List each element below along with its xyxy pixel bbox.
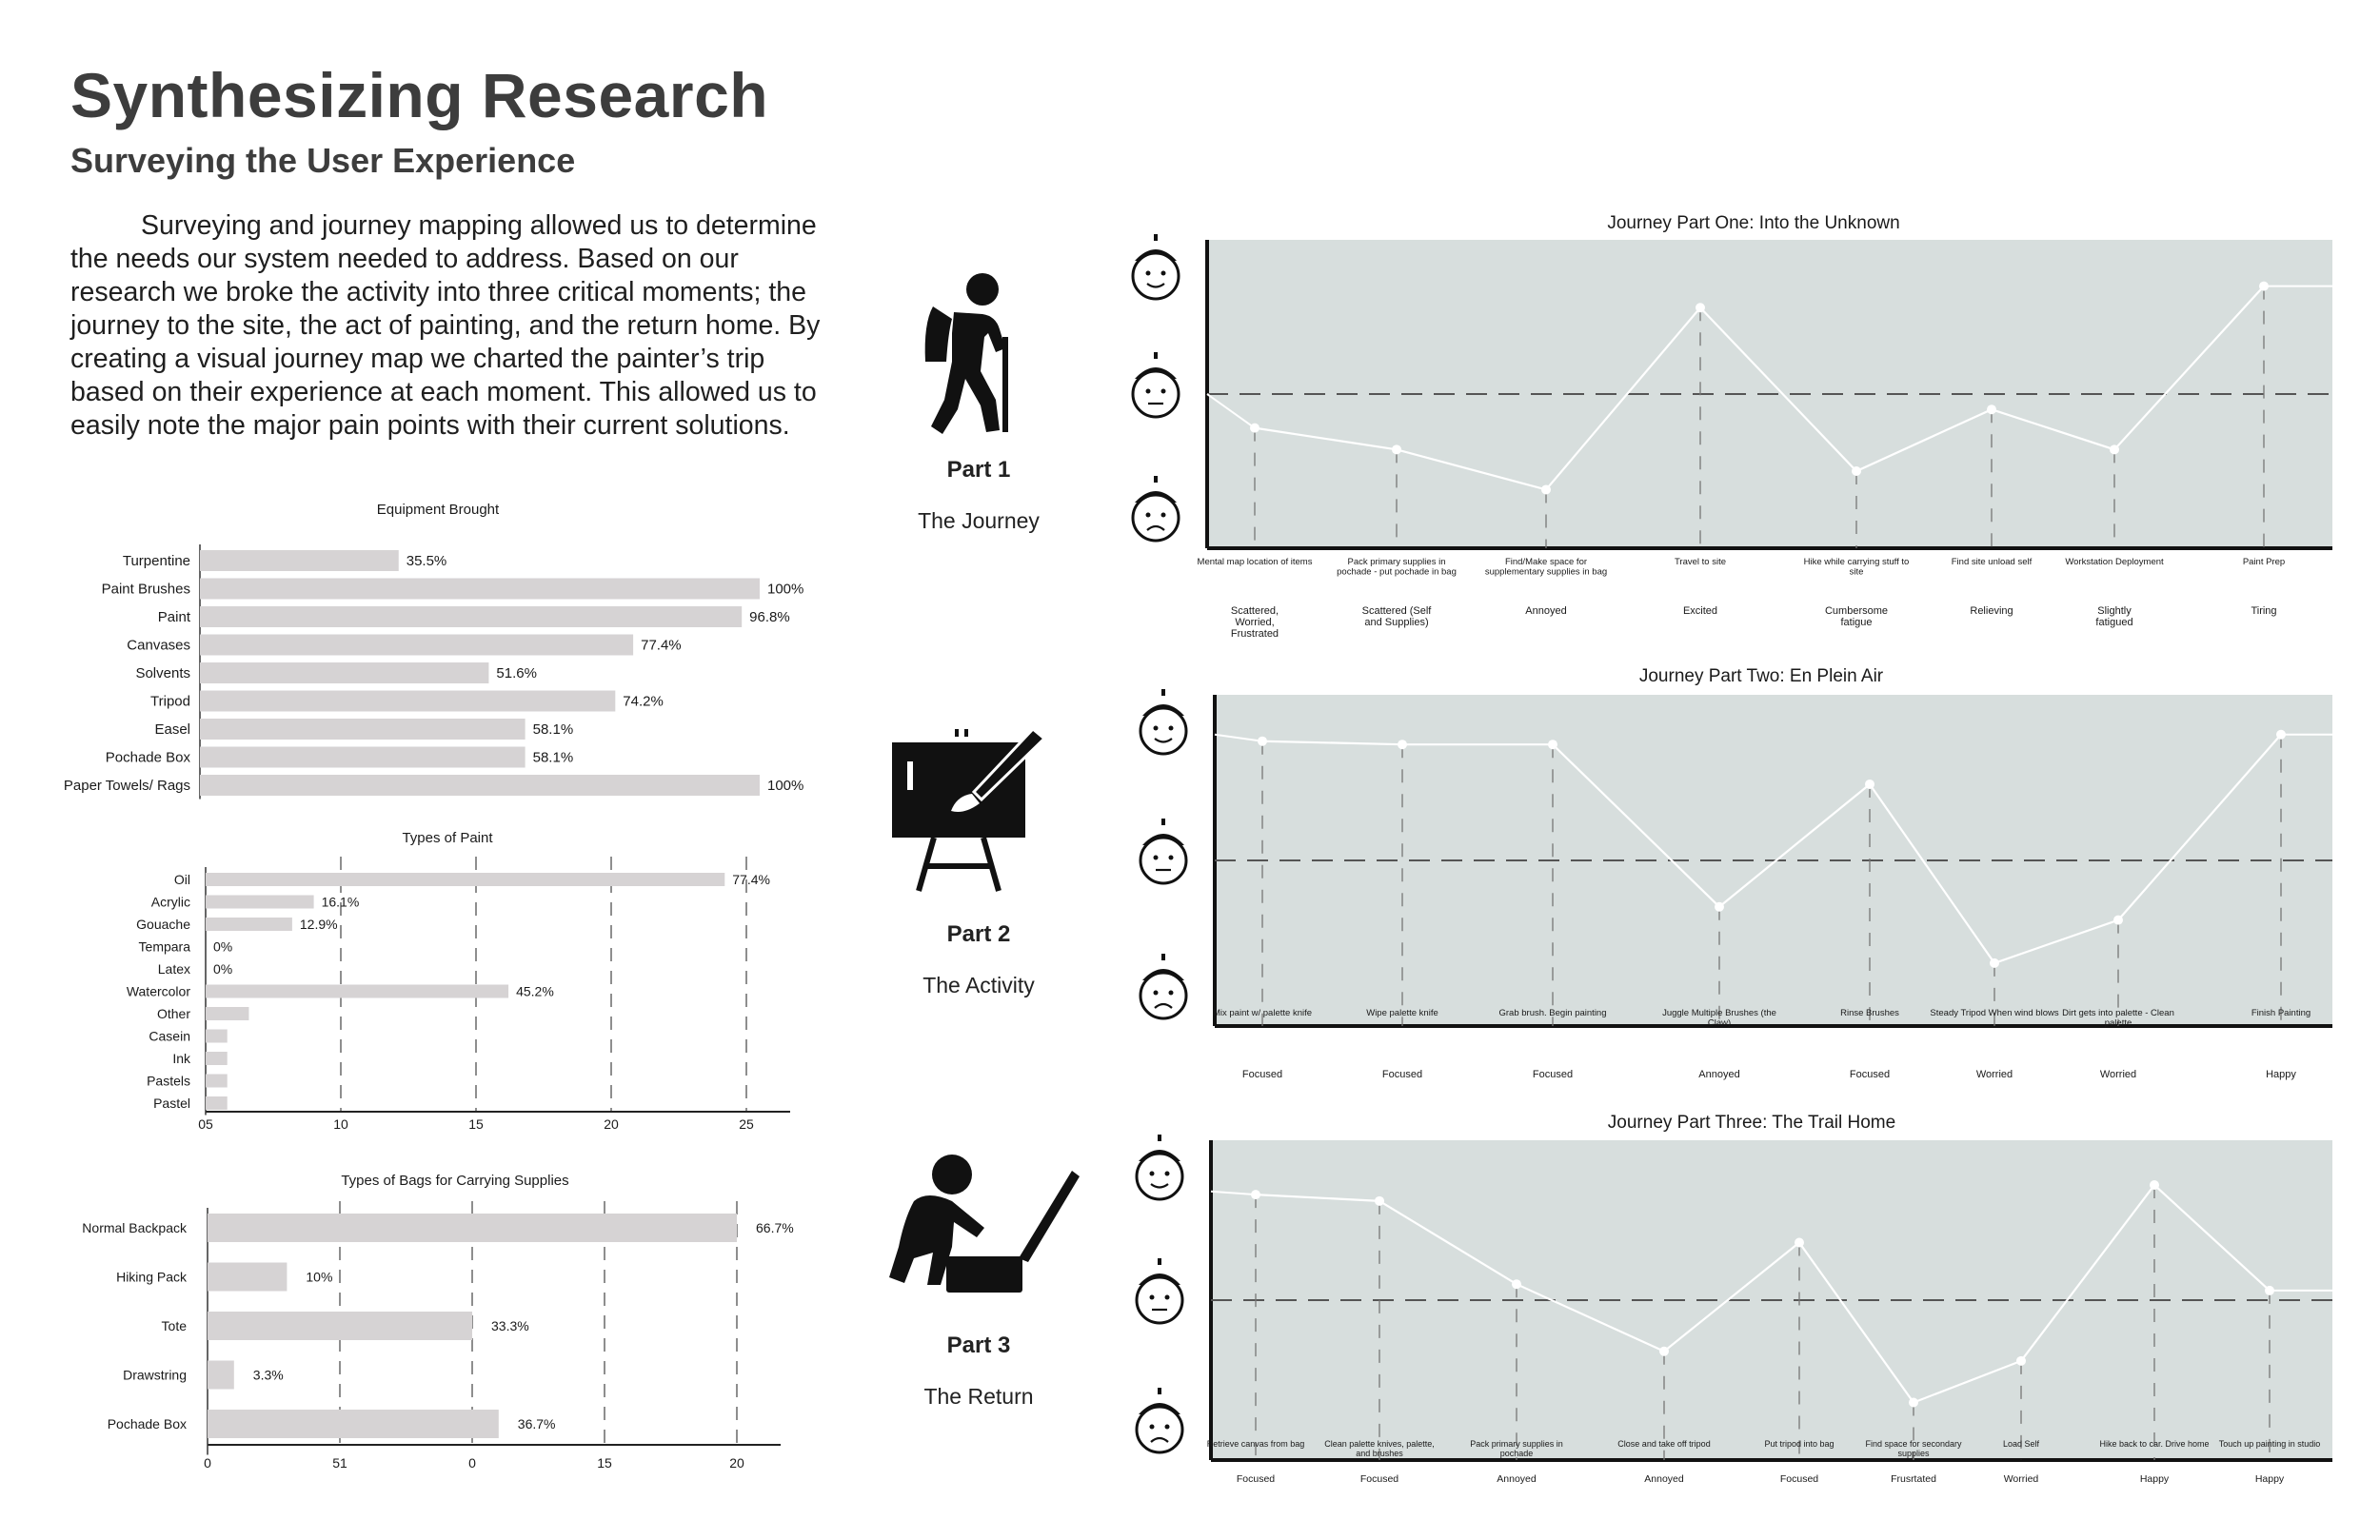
- chart-title: Journey Part Two: En Plein Air: [1638, 666, 1884, 686]
- eye: [1146, 389, 1151, 394]
- beret-stem: [1161, 689, 1165, 696]
- category-label: Solvents: [135, 665, 190, 681]
- feeling-label: Focused: [1359, 1473, 1399, 1485]
- feeling-label: Slightly: [2097, 605, 2132, 617]
- step-label: pochade: [1499, 1449, 1534, 1458]
- beret-stem: [1161, 819, 1165, 825]
- journey-part-two-chart: [1140, 666, 2332, 1080]
- face-outline: [1137, 1154, 1182, 1199]
- step-label: Rinse Brushes: [1840, 1008, 1899, 1018]
- journey-point: [2276, 730, 2286, 740]
- journey-point: [2150, 1180, 2159, 1190]
- step-label: Steady Tripod When wind blows: [1930, 1008, 2059, 1018]
- part-name: The Journey: [918, 508, 1040, 533]
- value-label: 96.8%: [749, 609, 790, 625]
- journey-point: [1715, 902, 1724, 912]
- category-label: Canvases: [127, 637, 190, 654]
- value-label: 33.3%: [491, 1318, 529, 1333]
- feeling-label: Worried: [1975, 1069, 2013, 1080]
- chart-title: Equipment Brought: [376, 502, 500, 518]
- step-label: Put tripod into bag: [1764, 1439, 1835, 1449]
- eye: [1150, 1425, 1155, 1430]
- chart-title: Types of Paint: [402, 830, 493, 846]
- journey-point: [1548, 740, 1557, 749]
- neutral-face-icon: [1140, 819, 1186, 883]
- journey-point: [1258, 737, 1267, 746]
- value-label: 100%: [767, 778, 804, 794]
- step-label: Touch up painting in studio: [2218, 1439, 2321, 1449]
- eye: [1146, 271, 1151, 276]
- journey-point: [2110, 444, 2119, 454]
- sad-face-icon: [1133, 476, 1179, 541]
- eye: [1161, 513, 1166, 518]
- step-label: Load Self: [2002, 1439, 2040, 1449]
- category-label: Pastel: [153, 1096, 190, 1111]
- step-label: palette: [2104, 1017, 2132, 1029]
- x-tick-label: 0: [204, 1455, 211, 1471]
- x-tick-label: 15: [597, 1455, 612, 1471]
- value-label: 45.2%: [516, 983, 554, 999]
- eye: [1154, 856, 1159, 860]
- value-label: 58.1%: [532, 749, 574, 766]
- journey-point: [1375, 1196, 1384, 1206]
- step-label: and brushes: [1356, 1449, 1403, 1458]
- x-tick-label: 10: [333, 1116, 348, 1132]
- value-label: 77.4%: [732, 872, 770, 887]
- value-label: 12.9%: [299, 917, 338, 932]
- eye: [1154, 726, 1159, 731]
- feeling-label: Frustrated: [1230, 628, 1279, 640]
- feeling-label: Annoyed: [1497, 1473, 1537, 1485]
- step-label: Grab brush. Begin painting: [1498, 1008, 1607, 1018]
- category-label: Casein: [149, 1028, 190, 1044]
- journey-point: [1659, 1347, 1669, 1356]
- journey-point: [2259, 282, 2269, 291]
- page-title: Synthesizing Research: [70, 60, 769, 130]
- journey-point: [1865, 780, 1874, 789]
- category-label: Tempara: [138, 938, 190, 955]
- beret-stem: [1158, 1135, 1161, 1141]
- part-2-block: [826, 921, 1131, 998]
- feeling-label: fatigue: [1840, 617, 1873, 628]
- x-tick-label: 0: [468, 1455, 476, 1471]
- step-label: Dirt gets into palette - Clean: [2062, 1008, 2174, 1018]
- bar: [200, 662, 488, 683]
- neutral-face-icon: [1133, 352, 1179, 417]
- step-label: Finish Painting: [2251, 1008, 2311, 1018]
- hiker-icon: [904, 267, 1038, 438]
- chart-title: Types of Bags for Carrying Supplies: [341, 1173, 569, 1189]
- face-outline: [1140, 708, 1186, 754]
- face-outline: [1137, 1407, 1182, 1452]
- page-subtitle: Surveying the User Experience: [70, 141, 576, 180]
- value-label: 3.3%: [252, 1367, 284, 1383]
- feeling-label: Happy: [2254, 1473, 2285, 1485]
- value-label: 0%: [213, 938, 233, 955]
- category-label: Ink: [172, 1051, 190, 1066]
- bar: [200, 635, 633, 656]
- step-label: Hike back to car. Drive home: [2099, 1439, 2210, 1449]
- feeling-label: Worried: [2003, 1473, 2039, 1485]
- journey-point: [1512, 1279, 1521, 1289]
- feeling-label: Focused: [1381, 1069, 1423, 1080]
- eye: [1165, 1425, 1170, 1430]
- bar: [200, 606, 742, 627]
- part-label: Part 1: [946, 457, 1011, 483]
- bar-charts-area: [0, 0, 857, 1540]
- category-label: Acrylic: [150, 894, 190, 910]
- journey-point: [2265, 1286, 2274, 1295]
- feeling-label: Focused: [1779, 1473, 1819, 1485]
- bar: [206, 1030, 228, 1043]
- feeling-label: Focused: [1849, 1069, 1891, 1080]
- bar: [206, 1052, 228, 1065]
- step-label: Juggle Multiple Brushes (the: [1662, 1008, 1776, 1018]
- category-label: Tripod: [150, 693, 190, 710]
- value-label: 58.1%: [532, 721, 574, 738]
- category-label: Tote: [161, 1318, 187, 1333]
- sad-face-icon: [1140, 954, 1186, 1018]
- bar: [200, 691, 615, 712]
- feeling-label: Annoyed: [1644, 1473, 1684, 1485]
- feeling-label: Tiring: [2251, 605, 2277, 617]
- bar: [206, 873, 724, 886]
- step-label: Find site unload self: [1951, 557, 2033, 567]
- face-outline: [1137, 1277, 1182, 1323]
- journey-part-three-chart: [1137, 1113, 2332, 1485]
- part-label: Part 3: [946, 1333, 1011, 1358]
- category-label: Pochade Box: [107, 1416, 187, 1431]
- part-3-block: [826, 1333, 1131, 1410]
- x-tick-label: 25: [739, 1116, 754, 1132]
- chart-title: Journey Part Three: The Trail Home: [1607, 1113, 1896, 1133]
- category-label: Oil: [173, 872, 190, 887]
- category-label: Easel: [154, 721, 190, 738]
- value-label: 16.1%: [321, 894, 360, 910]
- value-label: 77.4%: [641, 637, 682, 654]
- face-outline: [1140, 838, 1186, 883]
- eye: [1161, 271, 1166, 276]
- crouching-painter-icon: [885, 1152, 1085, 1294]
- step-label: Pack primary supplies in: [1347, 557, 1446, 567]
- feeling-label: fatigued: [2095, 617, 2133, 628]
- journey-point: [2016, 1356, 2026, 1366]
- journey-part-one-chart: [1133, 213, 2332, 640]
- step-label: Mix paint w/ palette knife: [1212, 1008, 1313, 1018]
- value-label: 36.7%: [517, 1416, 556, 1431]
- bar: [200, 719, 526, 740]
- category-label: Turpentine: [122, 553, 190, 569]
- journey-point: [1392, 444, 1401, 454]
- value-label: 66.7%: [756, 1220, 794, 1235]
- feeling-label: Cumbersome: [1824, 605, 1889, 617]
- feeling-label: Happy: [2266, 1069, 2296, 1080]
- journey-point: [1541, 484, 1551, 494]
- face-outline: [1133, 253, 1179, 299]
- category-label: Latex: [157, 961, 190, 977]
- eye: [1169, 726, 1174, 731]
- value-label: 51.6%: [496, 665, 537, 681]
- step-label: Clean palette knives, palette,: [1324, 1439, 1435, 1449]
- sad-face-icon: [1137, 1388, 1182, 1452]
- category-label: Paper Towels/ Rags: [63, 778, 190, 794]
- value-label: 10%: [306, 1269, 333, 1285]
- step-label: Mental map location of items: [1197, 557, 1313, 567]
- value-label: 35.5%: [406, 553, 447, 569]
- eye: [1169, 856, 1174, 860]
- value-label: 74.2%: [623, 693, 664, 710]
- bar: [208, 1214, 737, 1242]
- eye: [1169, 991, 1174, 996]
- bar: [200, 550, 399, 571]
- beret-stem: [1154, 476, 1158, 483]
- journey-point: [1990, 958, 1999, 968]
- types-of-paint-chart: [127, 830, 790, 1132]
- step-label: Pack primary supplies in: [1470, 1439, 1563, 1449]
- x-tick-label: 15: [468, 1116, 484, 1132]
- step-label: Travel to site: [1674, 557, 1727, 567]
- step-label: Workstation Deployment: [2065, 557, 2164, 567]
- feeling-label: Scattered,: [1230, 605, 1279, 617]
- category-label: Normal Backpack: [82, 1220, 187, 1235]
- feeling-label: Frusrtated: [1891, 1473, 1936, 1485]
- part-name: The Return: [923, 1384, 1034, 1409]
- part-label: Part 2: [946, 921, 1011, 947]
- journey-point: [1852, 466, 1861, 476]
- beret-stem: [1158, 1258, 1161, 1265]
- step-label: Retrieve canvas from bag: [1206, 1439, 1305, 1449]
- eye: [1150, 1295, 1155, 1300]
- types-of-bags-chart: [82, 1173, 793, 1471]
- category-label: Gouache: [136, 917, 190, 932]
- category-label: Paint Brushes: [101, 581, 190, 598]
- face-outline: [1133, 495, 1179, 541]
- neutral-face-icon: [1137, 1258, 1182, 1323]
- step-label: Claw): [1707, 1017, 1732, 1029]
- beret-stem: [1154, 234, 1158, 241]
- journey-point: [1909, 1398, 1918, 1408]
- feeling-label: Worried: [2099, 1069, 2137, 1080]
- journey-point: [1251, 1190, 1260, 1199]
- feeling-label: Focused: [1236, 1473, 1276, 1485]
- category-label: Pastels: [147, 1073, 190, 1089]
- eye: [1165, 1295, 1170, 1300]
- bar: [206, 1096, 228, 1110]
- feeling-label: Happy: [2139, 1473, 2170, 1485]
- feeling-label: Annoyed: [1525, 605, 1567, 617]
- category-label: Paint: [157, 609, 190, 625]
- happy-face-icon: [1133, 234, 1179, 299]
- step-label: pochade - put pochade in bag: [1337, 566, 1457, 578]
- beret-stem: [1154, 352, 1158, 359]
- step-label: Find/Make space for: [1504, 557, 1588, 567]
- feeling-label: and Supplies): [1364, 617, 1429, 628]
- eye: [1146, 513, 1151, 518]
- journey-point: [1696, 303, 1705, 312]
- bar: [206, 918, 292, 931]
- feeling-label: Worried,: [1235, 617, 1275, 628]
- x-tick-label: 20: [604, 1116, 619, 1132]
- feeling-label: Relieving: [1970, 605, 2013, 617]
- step-label: Find space for secondary: [1865, 1439, 1962, 1449]
- part-1-block: [826, 457, 1131, 534]
- eye: [1165, 1172, 1170, 1176]
- face-outline: [1133, 371, 1179, 417]
- beret-stem: [1161, 954, 1165, 960]
- step-label: Paint Prep: [2242, 557, 2286, 567]
- journey-point: [1795, 1238, 1804, 1248]
- part-name: The Activity: [922, 973, 1035, 997]
- bar: [206, 896, 314, 909]
- intro-paragraph: Surveying and journey mapping allowed us to determine the needs our system needed to address. Based on our research we broke the activity into three critical moments; the journey to the site, the act of painting, and the return home. By creating a visual journey map we charted the painter’s trip based on their experience at each moment. This allowed us to easily note the major pain points with their current solutions.: [70, 210, 821, 441]
- journey-point: [1987, 405, 1996, 414]
- category-label: Hiking Pack: [116, 1269, 187, 1285]
- feeling-label: Focused: [1241, 1069, 1283, 1080]
- eye: [1150, 1172, 1155, 1176]
- bar: [200, 775, 760, 796]
- feeling-label: Scattered (Self: [1361, 605, 1432, 617]
- bar: [206, 1007, 248, 1020]
- step-label: Wipe palette knife: [1366, 1008, 1438, 1018]
- face-outline: [1140, 973, 1186, 1018]
- step-label: Hike while carrying stuff to: [1803, 557, 1910, 567]
- eye: [1154, 991, 1159, 996]
- category-label: Drawstring: [123, 1367, 187, 1383]
- feeling-label: Excited: [1682, 605, 1718, 617]
- happy-face-icon: [1140, 689, 1186, 754]
- bar: [208, 1410, 499, 1438]
- x-tick-label: 51: [332, 1455, 347, 1471]
- eye: [1161, 389, 1166, 394]
- bar: [208, 1263, 287, 1292]
- beret-stem: [1158, 1388, 1161, 1394]
- journey-point: [1250, 424, 1259, 433]
- step-label: site: [1849, 566, 1864, 578]
- equipment-brought-chart: [64, 502, 804, 800]
- category-label: Watercolor: [126, 983, 190, 999]
- bar: [200, 579, 760, 600]
- step-label: supplementary supplies in bag: [1484, 566, 1608, 578]
- category-label: Other: [156, 1006, 190, 1021]
- step-label: supplies: [1897, 1449, 1930, 1458]
- bar: [208, 1361, 234, 1390]
- easel-icon: [890, 723, 1052, 895]
- x-tick-label: 05: [198, 1116, 213, 1132]
- feeling-label: Annoyed: [1698, 1069, 1740, 1080]
- x-tick-label: 20: [729, 1455, 744, 1471]
- bar: [208, 1312, 472, 1340]
- value-label: 0%: [213, 961, 233, 977]
- journey-point: [2113, 916, 2123, 925]
- feeling-label: Focused: [1532, 1069, 1574, 1080]
- bar: [206, 1075, 228, 1088]
- bar: [200, 747, 526, 768]
- bar: [206, 985, 508, 998]
- step-label: Close and take off tripod: [1617, 1439, 1711, 1449]
- category-label: Pochade Box: [105, 749, 190, 766]
- happy-face-icon: [1137, 1135, 1182, 1199]
- chart-title: Journey Part One: Into the Unknown: [1607, 213, 1900, 233]
- value-label: 100%: [767, 581, 804, 598]
- journey-point: [1398, 740, 1407, 749]
- journey-charts-area: [1095, 190, 2332, 1504]
